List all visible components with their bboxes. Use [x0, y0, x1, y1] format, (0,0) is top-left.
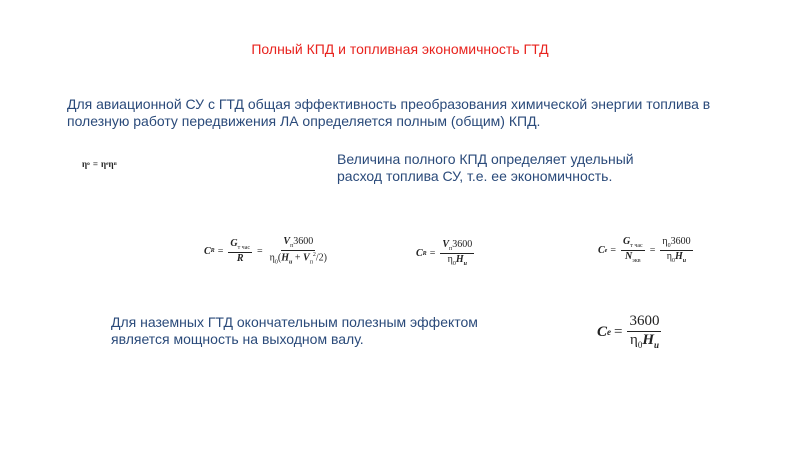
- fraction: [440, 240, 474, 268]
- slide-title: Полный КПД и топливная экономичность ГТД: [251, 41, 549, 57]
- formula-subscript: u: [463, 261, 467, 268]
- formula-subscript: R: [422, 250, 427, 257]
- formula-symbol: C: [416, 248, 423, 260]
- equals-sign: =: [257, 245, 263, 257]
- formula-specific-fuel-consumption-simplified: [416, 240, 476, 268]
- formula-specific-fuel-consumption-power: [598, 237, 695, 265]
- equals-sign: =: [649, 245, 656, 257]
- formula-symbol: H: [281, 252, 290, 264]
- formula-subscript: т час: [237, 244, 251, 251]
- formula-subscript: 0: [637, 339, 643, 350]
- formula-symbol: C: [598, 245, 605, 257]
- formula-symbol: C: [204, 245, 211, 257]
- formula-subscript: R: [210, 248, 215, 255]
- fraction: [627, 314, 661, 350]
- formula-symbol: η: [108, 159, 114, 169]
- formula-subscript: п: [449, 246, 453, 252]
- formula-subscript: п: [309, 259, 313, 266]
- formula-number: 3600: [452, 239, 473, 250]
- fraction: [268, 237, 329, 266]
- formula-operator: +: [292, 252, 304, 264]
- equals-sign: =: [217, 245, 224, 257]
- formula-subscript: 0: [274, 259, 278, 266]
- formula-number: 3600: [629, 313, 660, 329]
- paragraph-efficiency-definition: Для авиационной СУ с ГТД общая эффективность преобразования химической энергии топлива в полезную работу передвижения ЛА определяется полным (общим) КПД.: [67, 96, 711, 129]
- formula-symbol: η: [662, 236, 668, 247]
- formula-subscript: е: [106, 161, 109, 167]
- formula-symbol: η: [82, 159, 88, 169]
- formula-symbol: N: [625, 251, 633, 263]
- formula-symbol: H: [675, 251, 683, 263]
- equals-sign: =: [610, 245, 616, 257]
- paragraph-fuel-consumption: Величина полного КПД определяет удельный расход топлива СУ, т.е. ее экономичность.: [337, 151, 634, 184]
- formula-subscript: т час: [630, 243, 643, 249]
- formula-specific-fuel-consumption-thrust: [204, 237, 331, 266]
- formula-symbol: R: [236, 252, 244, 264]
- formula-subscript: п: [113, 161, 117, 167]
- formula-symbol: η: [629, 331, 638, 348]
- fraction: [228, 239, 252, 265]
- formula-subscript: u: [289, 259, 293, 266]
- formula-symbol: η: [269, 252, 275, 264]
- formula-symbol: V: [303, 252, 310, 264]
- formula-symbol: C: [597, 323, 608, 340]
- formula-subscript: 0: [672, 258, 675, 265]
- equals-sign: =: [92, 159, 98, 169]
- formula-symbol: G: [230, 237, 238, 249]
- formula-number: 3600: [293, 236, 314, 247]
- formula-paren: /2): [315, 252, 328, 264]
- formula-symbol: G: [622, 236, 631, 247]
- formula-symbol: V: [283, 236, 291, 247]
- fraction: [621, 237, 645, 265]
- formula-symbol: η: [100, 159, 107, 169]
- formula-symbol: H: [642, 331, 654, 348]
- formula-symbol: H: [455, 254, 464, 266]
- formula-symbol: η: [666, 251, 672, 263]
- formula-subscript: п: [290, 243, 294, 249]
- equals-sign: =: [429, 248, 436, 260]
- formula-subscript: u: [653, 339, 659, 350]
- formula-subscript: u: [682, 258, 687, 265]
- formula-superscript: 2: [312, 252, 316, 259]
- formula-total-efficiency: [82, 159, 117, 169]
- formula-subscript: о: [87, 161, 90, 167]
- formula-subscript: 0: [667, 243, 671, 249]
- equals-sign: =: [614, 323, 623, 340]
- fraction: [660, 237, 692, 265]
- formula-symbol: η: [447, 254, 453, 266]
- formula-paren: (: [277, 252, 282, 264]
- paragraph-ground-gtd: Для наземных ГТД окончательным полезным эффектом является мощность на выходном валу.: [111, 314, 478, 347]
- formula-symbol: V: [442, 239, 449, 250]
- formula-subscript: e: [607, 327, 612, 338]
- formula-subscript: 0: [452, 261, 456, 268]
- formula-number: 3600: [670, 236, 691, 247]
- formula-subscript: e: [604, 247, 608, 254]
- formula-subscript: экв: [632, 258, 641, 265]
- formula-ground-gtd-consumption: [597, 314, 663, 350]
